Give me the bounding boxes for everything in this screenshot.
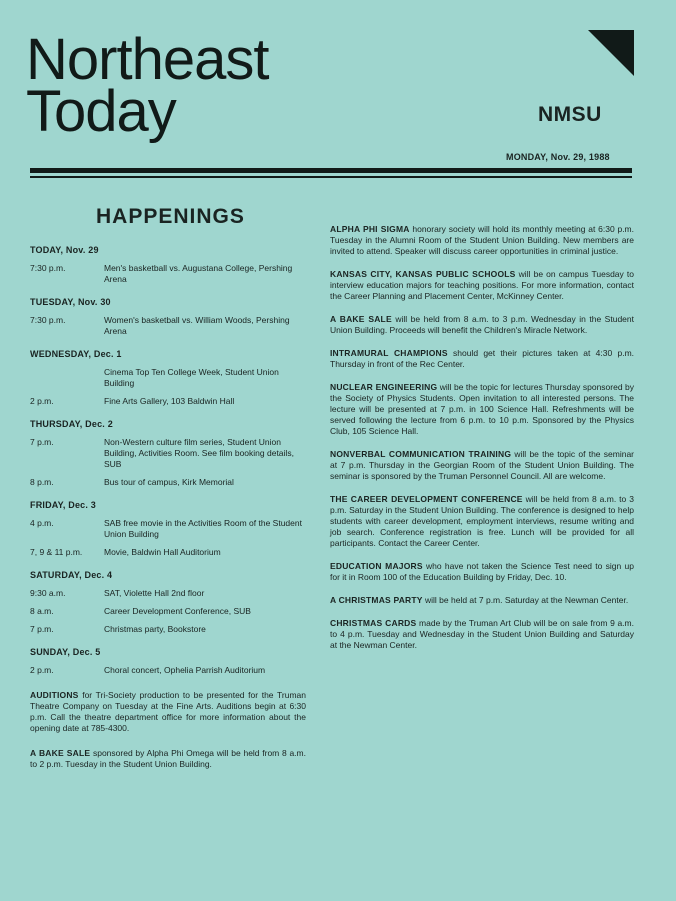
event-row [30,437,306,470]
announcement-lead: THE CAREER DEVELOPMENT CONFERENCE [330,494,523,504]
announcement-paragraph [330,618,634,651]
announcement-paragraph [330,382,634,437]
announcement-paragraph [330,269,634,302]
event-time: 9:30 a.m. [30,588,66,598]
day-heading: THURSDAY, Dec. 2 [30,419,113,429]
day-heading: FRIDAY, Dec. 3 [30,500,96,510]
announcement-lead: CHRISTMAS CARDS [330,618,417,628]
event-description: Bus tour of campus, Kirk Memorial [104,477,234,487]
event-row [30,263,306,285]
announcement-body: will be the topic for lectures Thursday sponsored by the Society of Physics Students. Open invitation to all interested persons. The lecture will be presented at 7 p.m. in 100 Science Hall. Refreshments will be served following the lecture from 6 p.m. to 10 p.m. Sponsored by the Physics Club, 105 Science Hall. [330,382,634,436]
event-time: 7:30 p.m. [30,315,66,325]
events-calendar [30,245,306,676]
event-row [30,665,306,676]
event-time: 8 p.m. [30,477,54,487]
day-heading: WEDNESDAY, Dec. 1 [30,349,122,359]
announcement-paragraph [330,314,634,336]
announcement-paragraph [330,561,634,583]
masthead-title-line1: Northeast [26,27,269,92]
left-announcements [30,690,306,770]
event-time: 8 a.m. [30,606,54,616]
announcement-lead: A BAKE SALE [30,748,91,758]
day-heading: TODAY, Nov. 29 [30,245,99,255]
event-row [30,624,306,635]
announcement-lead: NONVERBAL COMMUNICATION TRAINING [330,449,512,459]
event-time [30,367,104,389]
left-column [30,205,306,782]
announcement-paragraph [330,494,634,549]
masthead-rule-thin [30,176,632,178]
masthead-title-line2: Today [26,79,176,144]
section-title: HAPPENINGS [96,205,245,228]
event-description: Non-Western culture film series, Student Union Building, Activities Room. See film booking details, SUB [104,437,294,469]
announcement-body: who have not taken the Science Test need to sign up for it in Room 100 of the Education Building by Friday, Dec. 10. [330,561,634,582]
announcement-lead: A BAKE SALE [330,314,392,324]
announcement-lead: ALPHA PHI SIGMA [330,224,410,234]
announcement-paragraph [30,748,306,770]
event-description: Men's basketball vs. Augustana College, Pershing Arena [104,263,293,284]
day-heading: TUESDAY, Nov. 30 [30,297,111,307]
announcement-body: will be the topic of the seminar at 7 p.m. Thursday in the Georgian Room of the Student Union Building. The seminar is sponsored by the Truman Personnel Council. All are welcome. [330,449,635,481]
announcement-body: sponsored by Alpha Phi Omega will be held from 8 a.m. to 2 p.m. Tuesday in the Student Union Building. [30,748,306,769]
event-description: Choral concert, Ophelia Parrish Auditorium [104,665,266,675]
event-description: SAB free movie in the Activities Room of the Student Union Building [104,518,302,539]
event-row [30,518,306,540]
corner-triangle-icon [588,30,634,76]
event-time: 7, 9 & 11 p.m. [30,547,83,557]
announcement-paragraph [330,224,634,257]
announcement-lead: NUCLEAR ENGINEERING [330,382,438,392]
announcement-body: will be on campus Tuesday to interview education majors for teaching positions. For more information, contact the Career Planning and Placement Center, McKinney Center. [330,269,634,301]
event-description: Christmas party, Bookstore [104,624,206,634]
event-description: Women's basketball vs. William Woods, Pershing Arena [104,315,290,336]
right-announcements [330,224,634,651]
event-row [30,588,306,599]
event-row [30,606,306,617]
masthead-title [26,27,269,144]
event-time: 4 p.m. [30,518,54,528]
announcement-paragraph [330,595,634,606]
event-time: 7 p.m. [30,624,54,634]
event-time: 2 p.m. [30,396,54,406]
announcement-lead: AUDITIONS [30,690,79,700]
day-heading: SUNDAY, Dec. 5 [30,647,101,657]
right-column [330,224,634,663]
event-description: Cinema Top Ten College Week, Student Union Building [104,367,279,388]
day-heading: SATURDAY, Dec. 4 [30,570,113,580]
announcement-lead: EDUCATION MAJORS [330,561,423,571]
event-time: 7:30 p.m. [30,263,66,273]
announcement-paragraph [330,449,634,482]
event-description: Movie, Baldwin Hall Auditorium [104,547,221,557]
org-name: NMSU [538,103,602,126]
event-row [30,547,306,558]
announcement-lead: INTRAMURAL CHAMPIONS [330,348,448,358]
announcement-body: honorary society will hold its monthly meeting at 6:30 p.m. Tuesday in the Alumni Room of the Student Union Building. New members are invited to attend. Speaker will discuss career opportunities in criminal justice. [330,224,634,256]
event-description: SAT, Violette Hall 2nd floor [104,588,205,598]
event-row [30,315,306,337]
announcement-body: made by the Truman Art Club will be on sale from 9 a.m. to 4 p.m. Tuesday and Wednesday in the Student Union Building and Saturday at the Newman Center. [330,618,634,650]
event-time: 7 p.m. [30,437,54,447]
event-row [30,477,306,488]
announcement-lead: KANSAS CITY, KANSAS PUBLIC SCHOOLS [330,269,516,279]
event-description: Career Development Conference, SUB [104,606,251,616]
masthead-rule-thick [30,168,632,173]
event-description: Fine Arts Gallery, 103 Baldwin Hall [104,396,235,406]
announcement-paragraph [30,690,306,734]
event-time: 2 p.m. [30,665,54,675]
announcement-body: will be held at 7 p.m. Saturday at the Newman Center. [422,595,629,605]
announcement-lead: A CHRISTMAS PARTY [330,595,423,605]
event-row [30,367,306,389]
announcement-body: for Tri-Society production to be presented for the Truman Theatre Company on Tuesday at the Fine Arts. Auditions begin at 6:30 p.m. Call the theatre department office for more information about the opening date at 785-4300. [30,690,306,733]
issue-date: MONDAY, Nov. 29, 1988 [506,152,610,162]
announcement-body: will be held from 8 a.m. to 3 p.m. Wednesday in the Student Union Building. Proceeds will benefit the Children's Miracle Network. [330,314,634,335]
announcement-paragraph [330,348,634,370]
announcement-body: will be held from 8 a.m. to 3 p.m. Saturday in the Student Union Building. The conference is designed to help students with career development, employment interviews, resume writing and job search. Conference registration is free. Lunch will be provided for all participants. Contact the Career Center. [330,494,634,548]
event-row [30,396,306,407]
announcement-body: should get their pictures taken at 4:30 p.m. Thursday in front of the Rec Center. [330,348,635,369]
